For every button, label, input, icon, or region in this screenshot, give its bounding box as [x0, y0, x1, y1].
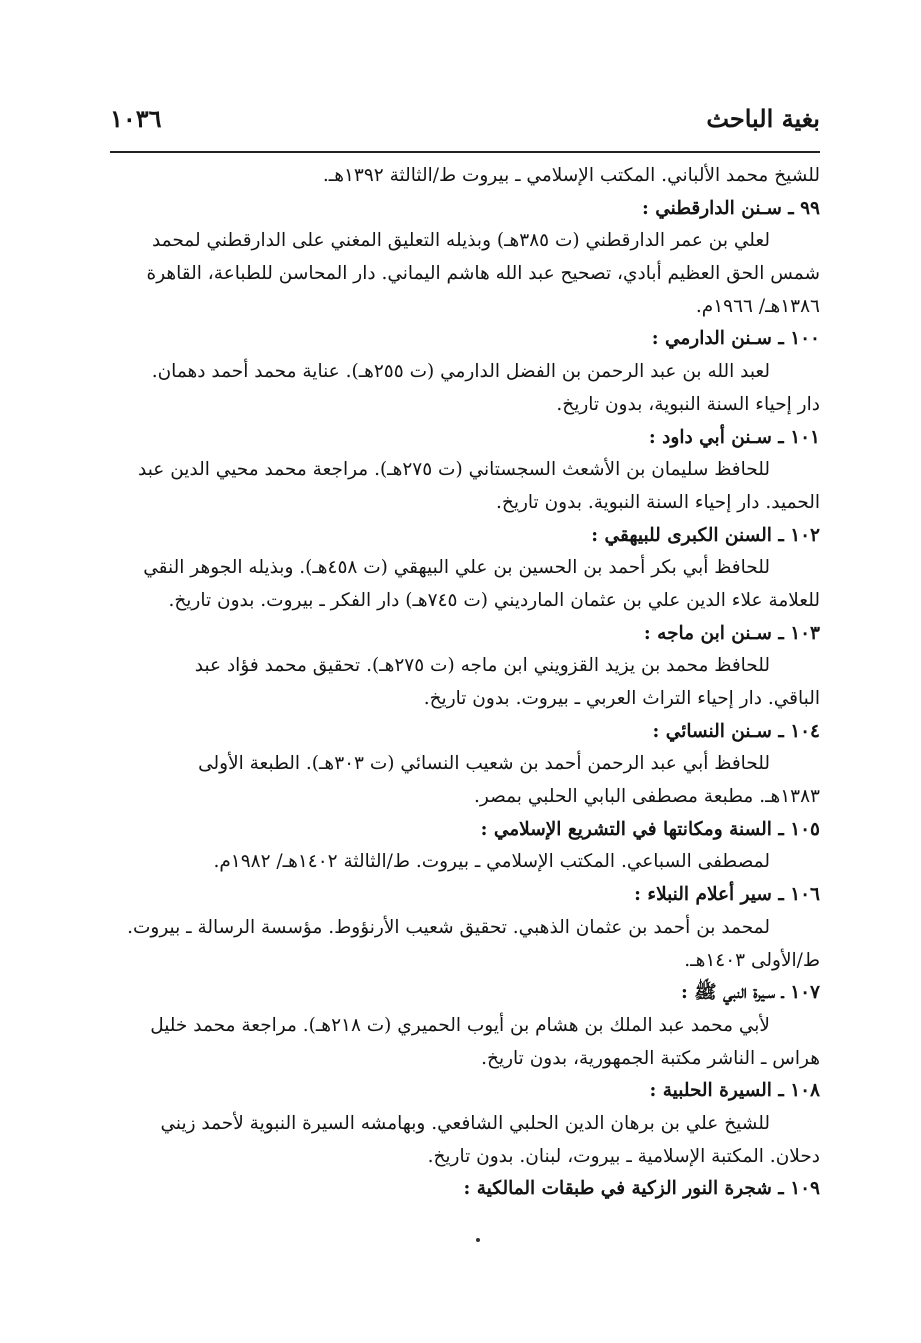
entry-heading: ١٠٨ ـ السيرة الحلبية : [649, 1080, 820, 1102]
entry-text-line: لعبد الله بن عبد الرحمن بن الفضل الدارمي (ت ٢٥٥هـ). عناية محمد أحمد دهمان. [151, 361, 770, 383]
entry-text-line: ١٣٨٦هـ/ ١٩٦٦م. [695, 295, 820, 317]
entry-text-line: لمصطفى السباعي. المكتب الإسلامي ـ بيروت. ط/الثالثة ١٤٠٢هـ/ ١٩٨٢م. [213, 851, 770, 873]
entry-text-line: للحافظ سليمان بن الأشعث السجستاني (ت ٢٧٥هـ). مراجعة محمد محيي الدين عبد [137, 459, 770, 481]
entry-text-line: للعلامة علاء الدين علي بن عثمان المارديني (ت ٧٤٥هـ) دار الفكر ـ بيروت. بدون تاريخ. [168, 589, 820, 611]
bibliography-body [110, 160, 820, 1206]
entry-text-line: لأبي محمد عبد الملك بن هشام بن أيوب الحميري (ت ٢١٨هـ). مراجعة محمد خليل [150, 1014, 770, 1036]
running-title: بغية الباحث [706, 104, 820, 133]
entry-text-line: دار إحياء السنة النبوية، بدون تاريخ. [556, 393, 820, 415]
entry-heading: ١٠٧ ـ سـيرة النبي ﷺ : [680, 982, 820, 1004]
entry-heading: ١٠٩ ـ شجرة النور الزكية في طبقات المالكية : [463, 1178, 820, 1200]
entry-heading: ٩٩ ـ سـنن الدارقطني : [641, 197, 820, 219]
entry-text-line: ١٣٨٣هـ. مطبعة مصطفى البابي الحلبي بمصر. [473, 786, 820, 808]
entry-heading: ١٠١ ـ سـنن أبي داود : [648, 426, 820, 448]
entry-heading: ١٠٠ ـ سـنن الدارمي : [651, 328, 820, 350]
entry-text-line: ط/الأولى ١٤٠٣هـ. [684, 949, 820, 971]
entry-heading: ١٠٢ ـ السنن الكبرى للبيهقي : [591, 524, 820, 546]
entry-text-line: الحميد. دار إحياء السنة النبوية. بدون تاريخ. [496, 491, 820, 513]
entry-text-line: لمحمد بن أحمد بن عثمان الذهبي. تحقيق شعيب الأرنؤوط. مؤسسة الرسالة ـ بيروت. [127, 916, 770, 938]
entry-text-line: شمس الحق العظيم أبادي، تصحيح عبد الله هاشم اليماني. دار المحاسن للطباعة، القاهرة [146, 263, 820, 285]
entry-heading: ١٠٦ ـ سير أعلام النبلاء : [634, 884, 820, 906]
entry-text-line: للشيخ علي بن برهان الدين الحلبي الشافعي. وبهامشه السيرة النبوية لأحمد زيني [160, 1112, 770, 1134]
header-rule [110, 151, 820, 153]
entry-text-line: الباقي. دار إحياء التراث العربي ـ بيروت. بدون تاريخ. [423, 688, 820, 709]
entry-text-line: للحافظ أبي بكر أحمد بن الحسين بن علي البيهقي (ت ٤٥٨هـ). وبذيله الجوهر النقي [143, 557, 770, 579]
page-header [110, 92, 820, 142]
entry-text-line: للحافظ أبي عبد الرحمن أحمد بن شعيب النسائي (ت ٣٠٣هـ). الطبعة الأولى [198, 753, 770, 775]
entry-heading: ١٠٥ ـ السنة ومكانتها في التشريع الإسلامي : [480, 818, 820, 840]
entry-text-line: لعلي بن عمر الدارقطني (ت ٣٨٥هـ) وبذيله التعليق المغني على الدارقطني لمحمد [151, 230, 770, 252]
footer-dot [476, 1238, 480, 1242]
entry-text-line: للشيخ محمد الألباني. المكتب الإسلامي ـ بيروت ط/الثالثة ١٣٩٢هـ. [322, 165, 820, 186]
entry-text-line: للحافظ محمد بن يزيد القزويني ابن ماجه (ت ٢٧٥هـ). تحقيق محمد فؤاد عبد [194, 655, 770, 677]
entry-text-line: دحلان. المكتبة الإسلامية ـ بيروت، لبنان. بدون تاريخ. [427, 1145, 820, 1167]
entry-text-line: هراس ـ الناشر مكتبة الجمهورية، بدون تاريخ. [481, 1047, 820, 1069]
entry-heading: ١٠٣ ـ سـنن ابن ماجه : [643, 622, 820, 644]
entry-heading: ١٠٤ ـ سـنن النسائي : [652, 720, 820, 742]
page-number: ١٠٣٦ [110, 104, 162, 133]
